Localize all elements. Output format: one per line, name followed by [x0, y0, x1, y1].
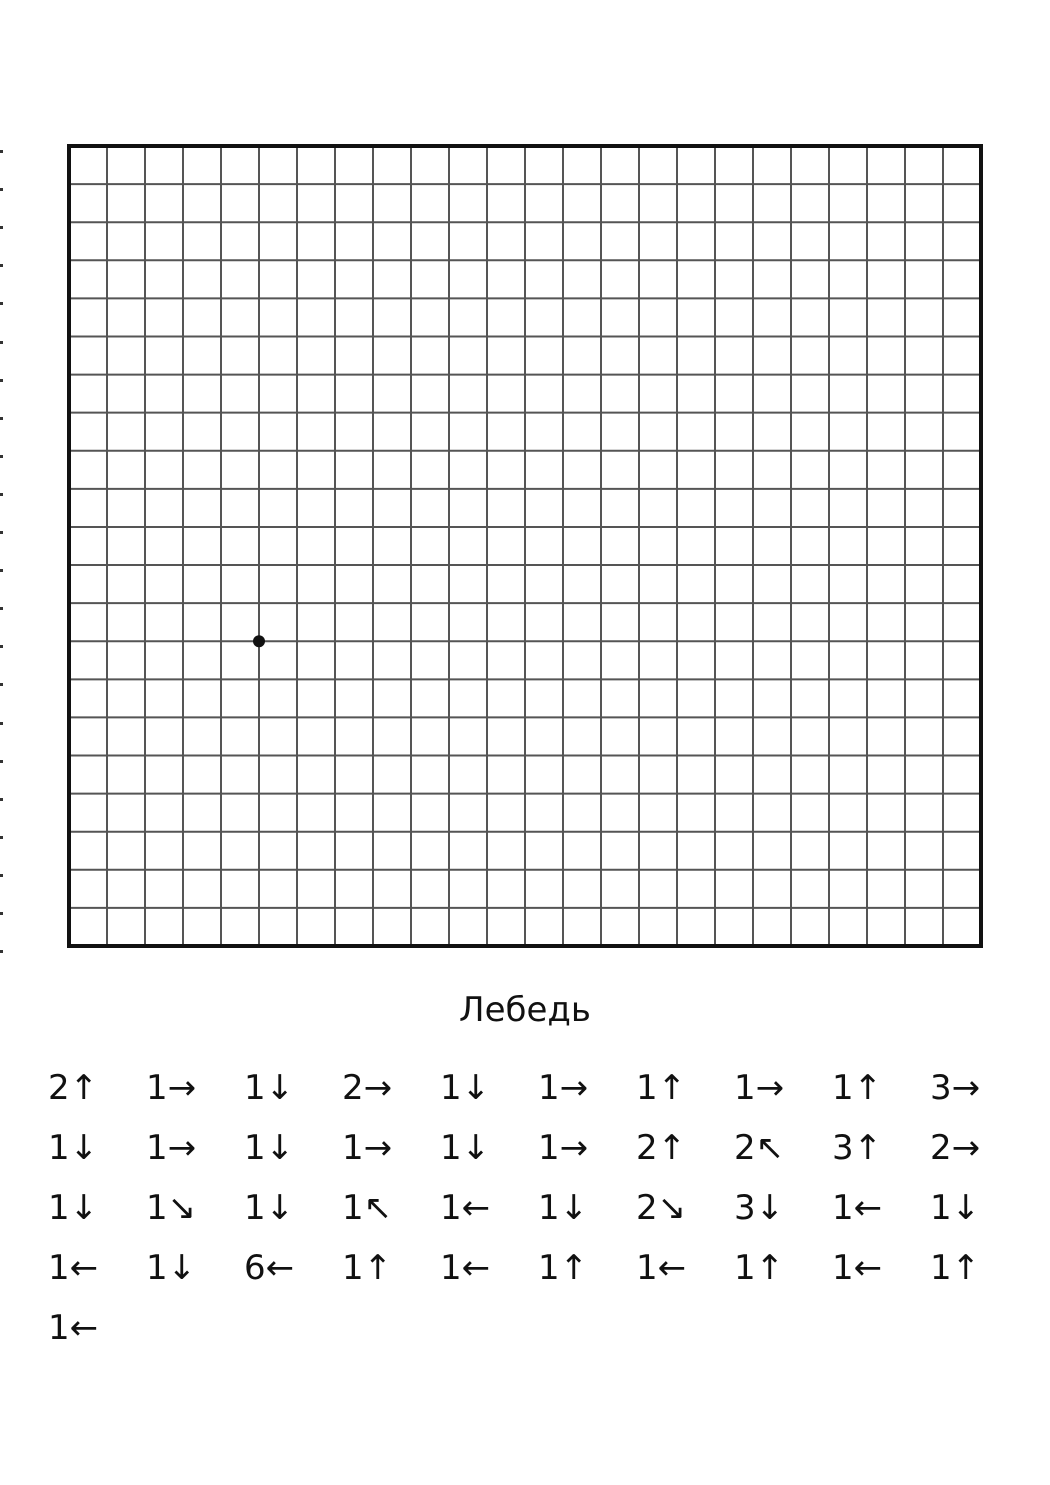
instruction-step: 1↓ [48, 1188, 99, 1228]
instruction-step: 2↑ [48, 1068, 99, 1108]
grid-lines [69, 146, 981, 946]
instruction-step: 1↖ [342, 1188, 393, 1228]
instruction-row [48, 1178, 1028, 1238]
margin-tick [0, 874, 3, 877]
instruction-step: 3↑ [832, 1128, 883, 1168]
instruction-step: 1← [48, 1248, 99, 1288]
instruction-step: 1↓ [440, 1128, 491, 1168]
instruction-step: 1← [48, 1308, 99, 1348]
instruction-step: 1↑ [636, 1068, 687, 1108]
instruction-step: 1↑ [342, 1248, 393, 1288]
margin-tick [0, 531, 3, 534]
instruction-step: 3→ [930, 1068, 981, 1108]
margin-tick [0, 455, 3, 458]
instruction-step: 1↓ [48, 1128, 99, 1168]
margin-tick [0, 379, 3, 382]
instruction-step: 1↓ [538, 1188, 589, 1228]
instruction-step: 1↓ [244, 1188, 295, 1228]
instruction-step: 1↑ [930, 1248, 981, 1288]
instruction-step: 1← [832, 1188, 883, 1228]
margin-tick [0, 226, 3, 229]
margin-tick [0, 341, 3, 344]
instruction-step: 1↑ [832, 1068, 883, 1108]
margin-tick [0, 912, 3, 915]
instruction-step: 6← [244, 1248, 295, 1288]
instruction-step: 1↓ [244, 1128, 295, 1168]
margin-tick [0, 683, 3, 686]
instruction-step: 1← [636, 1248, 687, 1288]
margin-tick [0, 188, 3, 191]
instruction-step: 1↘ [146, 1188, 197, 1228]
margin-tick [0, 722, 3, 725]
margin-ticks [0, 150, 6, 970]
instruction-step: 1→ [146, 1128, 197, 1168]
instruction-step: 1→ [342, 1128, 393, 1168]
page-title: Лебедь [459, 990, 591, 1030]
margin-tick [0, 760, 3, 763]
start-point [253, 635, 265, 647]
margin-tick [0, 950, 3, 953]
margin-tick [0, 645, 3, 648]
instruction-step: 1→ [734, 1068, 785, 1108]
instruction-row [48, 1298, 1028, 1358]
instruction-step: 1← [832, 1248, 883, 1288]
instruction-step: 2→ [930, 1128, 981, 1168]
instruction-step: 2↑ [636, 1128, 687, 1168]
instructions-list [48, 1058, 1028, 1358]
margin-tick [0, 150, 3, 153]
instruction-row [48, 1118, 1028, 1178]
instruction-step: 1↓ [930, 1188, 981, 1228]
instruction-step: 1↓ [146, 1248, 197, 1288]
margin-tick [0, 264, 3, 267]
instruction-step: 3↓ [734, 1188, 785, 1228]
margin-tick [0, 798, 3, 801]
margin-tick [0, 836, 3, 839]
instruction-step: 1→ [538, 1068, 589, 1108]
margin-tick [0, 302, 3, 305]
instruction-step: 1← [440, 1248, 491, 1288]
instruction-step: 1↑ [538, 1248, 589, 1288]
instruction-step: 1→ [538, 1128, 589, 1168]
margin-tick [0, 493, 3, 496]
instruction-step: 1← [440, 1188, 491, 1228]
margin-tick [0, 569, 3, 572]
instruction-row [48, 1238, 1028, 1298]
instruction-step: 2→ [342, 1068, 393, 1108]
margin-tick [0, 417, 3, 420]
instruction-step: 1↓ [244, 1068, 295, 1108]
dot-grid [67, 144, 983, 948]
instruction-step: 1→ [146, 1068, 197, 1108]
instruction-step: 1↑ [734, 1248, 785, 1288]
instruction-row [48, 1058, 1028, 1118]
instruction-step: 2↘ [636, 1188, 687, 1228]
instruction-step: 2↖ [734, 1128, 785, 1168]
instruction-step: 1↓ [440, 1068, 491, 1108]
margin-tick [0, 607, 3, 610]
